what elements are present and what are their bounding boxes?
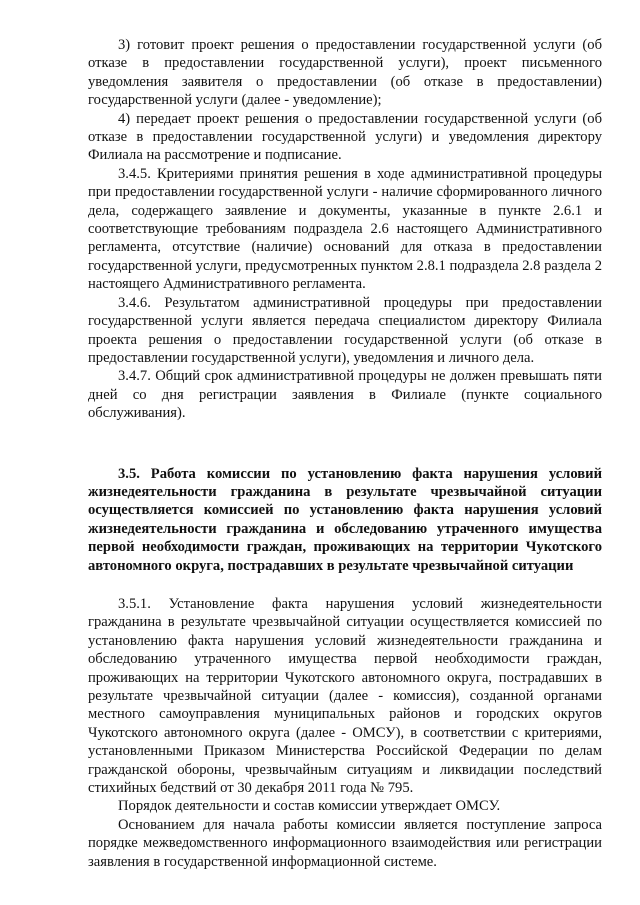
document-page [88,36,602,871]
section-heading-3-5: 3.5. Работа комиссии по установлению факта нарушения условий жизнедеятельности гражданина в результате чрезвычайной ситуации осуществляется комиссией по установлению факта нарушения условий жизнедеятельности гражданина и обследованию утраченного имущества первой необходимости граждан, проживающих на территории Чукотского автономного округа, пострадавших в результате чрезвычайной ситуации [88,465,602,574]
paragraph-3-4-7: 3.4.7. Общий срок административной процедуры не должен превышать пяти дней со дня регистрации заявления в Филиале (пункте социального обслуживания). [88,368,602,422]
paragraph-3-4-6: 3.4.6. Результатом административной процедуры при предоставлении государственной услуги является передача специалистом директору Филиала проекта решения о предоставлении государственной услуги (об отказе в предоставлении государственной услуги), уведомления и личного дела. [88,294,602,366]
paragraph-commission-order: Порядок деятельности и состав комиссии утверждает ОМСУ. [118,798,501,815]
paragraph-commission-basis: Основанием для начала работы комиссии является поступление запроса порядке межведомственного информационного взаимодействия или регистрации заявления в государственной информационной системе. [88,816,602,870]
paragraph-3-5-1: 3.5.1. Установление факта нарушения условий жизнедеятельности гражданина в результате чрезвычайной ситуации осуществляется комиссией по установлению факта нарушения условий жизнедеятельности гражданина и обследованию утраченного имущества первой необходимости граждан, проживающих на территории Чукотского автономного округа, пострадавших в результате чрезвычайной ситуации (далее - комиссия), созданной органами местного самоуправления муниципальных районов и городских округов Чукотского автономного округа (далее - ОМСУ), в соответствии с критериями, установленными Приказом Министерства Российской Федерации по делам гражданской обороны, чрезвычайным ситуациям и ликвидации последствий стихийных бедствий от 30 декабря 2011 года № 795. [88,595,602,797]
paragraph-3-4-5: 3.4.5. Критериями принятия решения в ходе административной процедуры при предоставлении государственной услуги - наличие сформированного личного дела, содержащего заявление и документы, указанные в пункте 2.6.1 и соответствующие требованиям подраздела 2.6 настоящего Административного регламента, отсутствие (наличие) оснований для отказа в предоставлении государственной услуги, предусмотренных пунктом 2.8.1 подраздела 2.8 раздела 2 настоящего Административного регламента. [88,165,602,293]
paragraph-item-4: 4) передает проект решения о предоставлении государственной услуги (об отказе в предоставлении государственной услуги) и уведомления директору Филиала на рассмотрение и подписание. [88,110,602,164]
paragraph-item-3: 3) готовит проект решения о предоставлении государственной услуги (об отказе в предоставлении государственной услуги), проект письменного уведомления заявителя о предоставлении (об отказе в предоставлении) государственной услуги (далее - уведомление); [88,37,602,109]
